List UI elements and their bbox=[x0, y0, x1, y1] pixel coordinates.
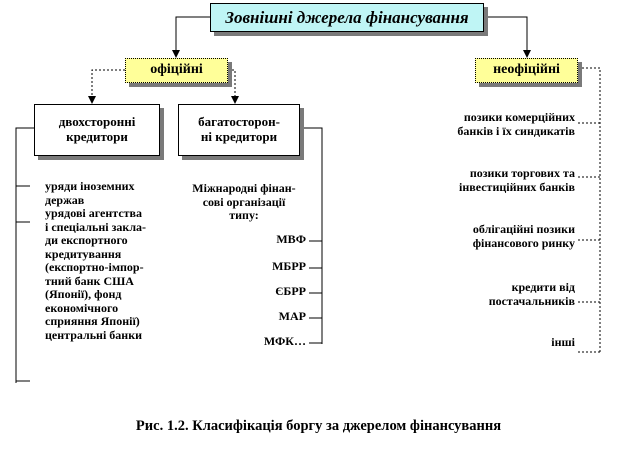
org-item: ЄБРР bbox=[275, 284, 306, 298]
unofficial-node bbox=[475, 58, 578, 83]
unofficial-item bbox=[380, 336, 575, 350]
item-line: кредити від bbox=[511, 280, 575, 294]
item-line: постачальників bbox=[488, 293, 575, 308]
figure-caption: Рис. 1.2. Класифікація боргу за джерелом фінансування bbox=[135, 418, 502, 434]
unofficial-label: неофіційні bbox=[493, 62, 560, 78]
list-item: уряди іноземних bbox=[45, 179, 135, 193]
list-item: (Японії), фонд bbox=[45, 287, 122, 301]
item-line: інші bbox=[551, 335, 575, 349]
heading-line: Міжнародні фінан- bbox=[192, 181, 296, 195]
root-node bbox=[210, 3, 484, 32]
item-line: позики комерційних bbox=[463, 110, 575, 124]
item-line: позики торгових та bbox=[469, 166, 575, 180]
org-item: МФК… bbox=[263, 334, 306, 348]
org-item: МАР bbox=[278, 309, 306, 323]
list-item: (експортно-імпор- bbox=[45, 260, 144, 274]
root-label: Зовнішні джерела фінансування bbox=[225, 7, 469, 27]
item-line: банків і їх синдикатів bbox=[457, 123, 575, 138]
official-label: офіційні bbox=[150, 62, 203, 78]
bilateral-line2: кредитори bbox=[66, 129, 128, 144]
list-item: кредитування bbox=[45, 246, 122, 261]
bilateral-list bbox=[45, 180, 146, 342]
multilateral-line1: багатосторон- bbox=[198, 114, 280, 130]
org-item: МБРР bbox=[272, 259, 306, 273]
unofficial-item bbox=[380, 281, 575, 308]
list-item: центральні банки bbox=[45, 327, 143, 342]
list-item: тний банк США bbox=[45, 273, 134, 288]
unofficial-item bbox=[380, 111, 575, 138]
list-item: сприяння Японії) bbox=[45, 314, 140, 328]
unofficial-item bbox=[380, 223, 575, 250]
bilateral-creditors-node bbox=[34, 104, 160, 156]
org-item: МВФ bbox=[276, 232, 306, 246]
heading-line: сові організації bbox=[202, 194, 286, 209]
unofficial-item bbox=[380, 167, 575, 194]
item-line: облігаційні позики bbox=[472, 222, 575, 236]
list-item: урядові агентства bbox=[45, 206, 143, 220]
official-node bbox=[125, 58, 228, 83]
list-item: ди експортного bbox=[45, 233, 128, 247]
heading-line: типу: bbox=[229, 208, 259, 222]
list-item: і спеціальні закла- bbox=[45, 219, 147, 234]
multilateral-heading bbox=[180, 182, 308, 223]
multilateral-creditors-node bbox=[178, 104, 300, 156]
item-line: фінансового ринку bbox=[472, 235, 575, 250]
list-item: економічного bbox=[45, 300, 119, 315]
list-item: держав bbox=[45, 192, 85, 207]
item-line: інвестиційних банків bbox=[459, 179, 575, 194]
multilateral-line2: ні кредитори bbox=[200, 129, 278, 144]
bilateral-line1: двохсторонні bbox=[58, 114, 136, 130]
